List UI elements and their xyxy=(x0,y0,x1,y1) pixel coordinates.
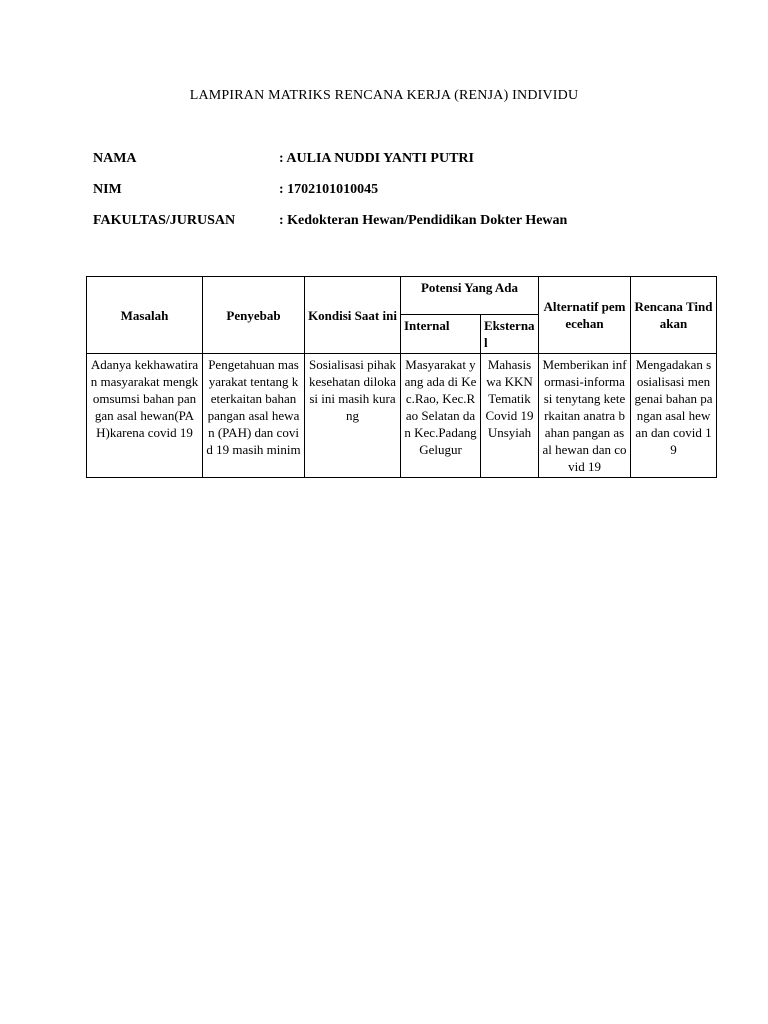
cell-masalah: Adanya kekhawatiran masyarakat mengkomsumsi bahan pangan asal hewan(PAH)karena covid 19 xyxy=(87,354,203,478)
cell-penyebab: Pengetahuan masyarakat tentang keterkaitan bahan pangan asal hewan (PAH) dan covid 19 masih minim xyxy=(203,354,305,478)
header-kondisi: Kondisi Saat ini xyxy=(305,277,401,354)
nim-label: NIM xyxy=(93,182,122,197)
table-row xyxy=(87,354,717,478)
nim-value: : 1702101010045 xyxy=(279,182,379,197)
header-alternatif: Alternatif pemecehan xyxy=(539,277,631,354)
cell-kondisi: Sosialisasi pihak kesehatan dilokasi ini masih kurang xyxy=(305,354,401,478)
document-title: LAMPIRAN MATRIKS RENCANA KERJA (RENJA) INDIVIDU xyxy=(189,88,579,103)
header-penyebab: Penyebab xyxy=(203,277,305,354)
fakultas-label: FAKULTAS/JURUSAN xyxy=(93,213,236,228)
cell-internal: Masyarakat yang ada di Kec.Rao, Kec.Rao Selatan dan Kec.Padang Gelugur xyxy=(401,354,481,478)
nama-label: NAMA xyxy=(93,151,137,166)
header-eksternal: Eksternal xyxy=(481,315,539,354)
cell-eksternal: Mahasiswa KKN Tematik Covid 19 Unsyiah xyxy=(481,354,539,478)
fakultas-value: : Kedokteran Hewan/Pendidikan Dokter Hewan xyxy=(279,213,568,228)
cell-alternatif: Memberikan informasi-informasi tenytang keterkaitan anatra bahan pangan asal hewan dan covid 19 xyxy=(539,354,631,478)
nama-value: : AULIA NUDDI YANTI PUTRI xyxy=(279,151,474,166)
header-rencana: Rencana Tindakan xyxy=(631,277,717,354)
renja-matrix-table xyxy=(86,276,717,478)
cell-rencana: Mengadakan sosialisasi mengenai bahan pangan asal hewan dan covid 19 xyxy=(631,354,717,478)
header-internal: Internal xyxy=(401,315,481,354)
header-potensi: Potensi Yang Ada xyxy=(401,277,539,315)
header-masalah: Masalah xyxy=(87,277,203,354)
